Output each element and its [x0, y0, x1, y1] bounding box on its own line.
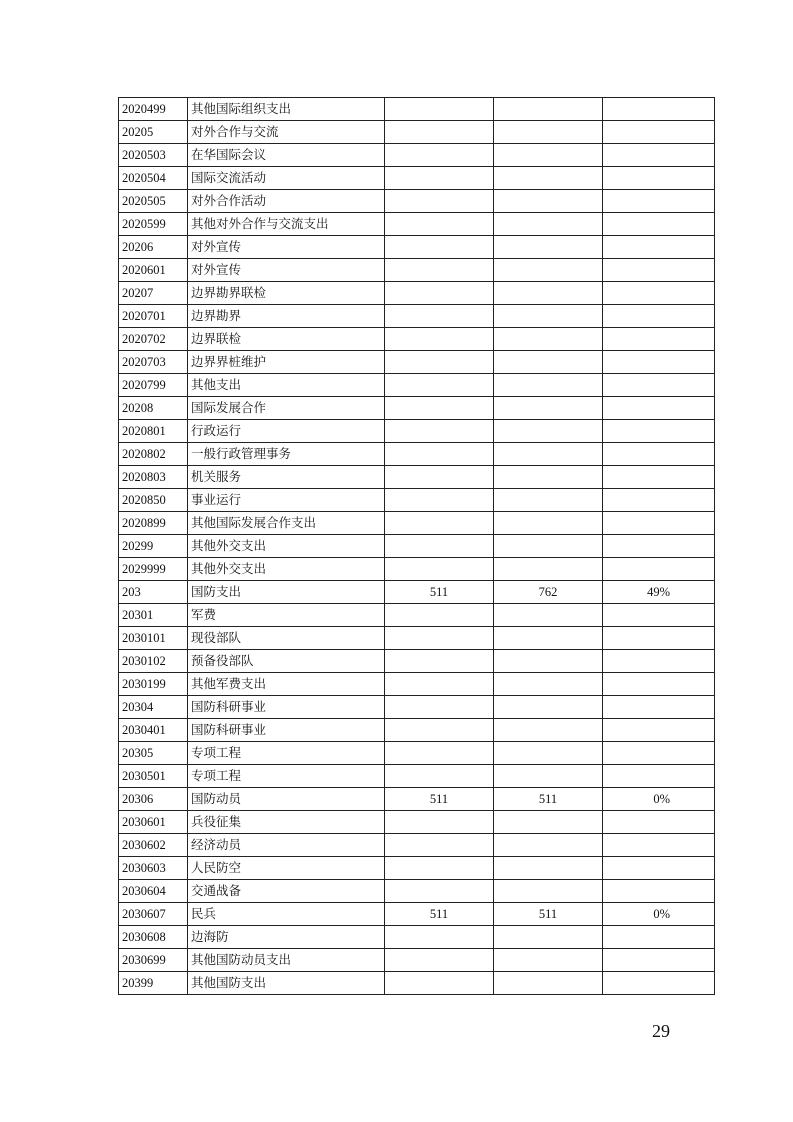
value-cell-1: [385, 305, 494, 328]
table-row: [119, 972, 715, 995]
code-cell: 20301: [119, 604, 188, 627]
name-cell: 对外宣传: [188, 259, 385, 282]
value-cell-1: [385, 765, 494, 788]
value-cell-2: 762: [494, 581, 603, 604]
value-cell-1: [385, 98, 494, 121]
code-cell: 20399: [119, 972, 188, 995]
code-cell: 2020601: [119, 259, 188, 282]
value-cell-3: [603, 880, 715, 903]
name-cell: 国际交流活动: [188, 167, 385, 190]
name-cell: 其他国际发展合作支出: [188, 512, 385, 535]
name-cell: 专项工程: [188, 742, 385, 765]
value-cell-3: [603, 121, 715, 144]
code-cell: 20208: [119, 397, 188, 420]
name-cell: 在华国际会议: [188, 144, 385, 167]
code-cell: 2030604: [119, 880, 188, 903]
value-cell-1: [385, 926, 494, 949]
value-cell-3: [603, 627, 715, 650]
name-cell: 现役部队: [188, 627, 385, 650]
name-cell: 国防动员: [188, 788, 385, 811]
value-cell-3: [603, 420, 715, 443]
budget-table: [118, 97, 715, 995]
value-cell-3: [603, 512, 715, 535]
table-row: [119, 788, 715, 811]
value-cell-3: [603, 236, 715, 259]
value-cell-2: [494, 604, 603, 627]
name-cell: 其他外交支出: [188, 535, 385, 558]
value-cell-1: [385, 972, 494, 995]
value-cell-2: [494, 512, 603, 535]
table-row: [119, 811, 715, 834]
table-row: [119, 880, 715, 903]
table-row: [119, 190, 715, 213]
value-cell-2: [494, 305, 603, 328]
value-cell-1: [385, 213, 494, 236]
value-cell-1: 511: [385, 788, 494, 811]
name-cell: 边界勘界联检: [188, 282, 385, 305]
table-row: [119, 512, 715, 535]
code-cell: 2030607: [119, 903, 188, 926]
value-cell-2: [494, 167, 603, 190]
table-row: [119, 374, 715, 397]
table-row: [119, 98, 715, 121]
value-cell-1: [385, 443, 494, 466]
value-cell-3: [603, 98, 715, 121]
value-cell-2: [494, 650, 603, 673]
name-cell: 国防科研事业: [188, 719, 385, 742]
value-cell-1: [385, 489, 494, 512]
value-cell-3: [603, 558, 715, 581]
value-cell-2: [494, 972, 603, 995]
code-cell: 2020802: [119, 443, 188, 466]
page-number: 29: [652, 1021, 670, 1041]
value-cell-3: [603, 328, 715, 351]
value-cell-1: [385, 627, 494, 650]
value-cell-1: [385, 144, 494, 167]
value-cell-2: [494, 144, 603, 167]
code-cell: 20304: [119, 696, 188, 719]
table-row: [119, 466, 715, 489]
code-cell: 2020703: [119, 351, 188, 374]
table-row: [119, 627, 715, 650]
value-cell-2: [494, 880, 603, 903]
code-cell: 203: [119, 581, 188, 604]
table-row: [119, 420, 715, 443]
value-cell-3: [603, 305, 715, 328]
value-cell-1: [385, 949, 494, 972]
value-cell-2: [494, 213, 603, 236]
code-cell: 20306: [119, 788, 188, 811]
name-cell: 其他军费支出: [188, 673, 385, 696]
code-cell: 2020499: [119, 98, 188, 121]
table-row: [119, 259, 715, 282]
code-cell: 2020702: [119, 328, 188, 351]
value-cell-2: [494, 259, 603, 282]
table-row: [119, 121, 715, 144]
value-cell-1: [385, 328, 494, 351]
table-row: [119, 742, 715, 765]
value-cell-2: [494, 558, 603, 581]
code-cell: 2030101: [119, 627, 188, 650]
table-row: [119, 765, 715, 788]
code-cell: 20207: [119, 282, 188, 305]
value-cell-3: [603, 926, 715, 949]
value-cell-3: [603, 696, 715, 719]
code-cell: 2020850: [119, 489, 188, 512]
table-row: [119, 351, 715, 374]
table-row: [119, 650, 715, 673]
name-cell: 经济动员: [188, 834, 385, 857]
code-cell: 2030501: [119, 765, 188, 788]
value-cell-1: [385, 880, 494, 903]
name-cell: 对外合作活动: [188, 190, 385, 213]
value-cell-1: [385, 535, 494, 558]
value-cell-2: [494, 719, 603, 742]
code-cell: 2030601: [119, 811, 188, 834]
name-cell: 交通战备: [188, 880, 385, 903]
value-cell-1: [385, 834, 494, 857]
value-cell-1: [385, 190, 494, 213]
value-cell-1: [385, 558, 494, 581]
name-cell: 对外宣传: [188, 236, 385, 259]
value-cell-2: [494, 811, 603, 834]
name-cell: 对外合作与交流: [188, 121, 385, 144]
value-cell-2: [494, 282, 603, 305]
value-cell-2: 511: [494, 903, 603, 926]
code-cell: 2030102: [119, 650, 188, 673]
table-row: [119, 604, 715, 627]
code-cell: 2020503: [119, 144, 188, 167]
value-cell-1: [385, 259, 494, 282]
value-cell-1: [385, 121, 494, 144]
code-cell: 2020504: [119, 167, 188, 190]
value-cell-2: [494, 742, 603, 765]
name-cell: 国防支出: [188, 581, 385, 604]
value-cell-2: [494, 857, 603, 880]
value-cell-3: [603, 374, 715, 397]
value-cell-1: [385, 742, 494, 765]
value-cell-2: [494, 535, 603, 558]
value-cell-1: [385, 236, 494, 259]
name-cell: 一般行政管理事务: [188, 443, 385, 466]
name-cell: 专项工程: [188, 765, 385, 788]
value-cell-1: [385, 512, 494, 535]
code-cell: 2020701: [119, 305, 188, 328]
value-cell-1: [385, 282, 494, 305]
value-cell-2: [494, 627, 603, 650]
value-cell-2: [494, 351, 603, 374]
value-cell-1: [385, 167, 494, 190]
value-cell-3: [603, 949, 715, 972]
name-cell: 边界界桩维护: [188, 351, 385, 374]
name-cell: 国际发展合作: [188, 397, 385, 420]
table-row: [119, 719, 715, 742]
value-cell-2: [494, 696, 603, 719]
value-cell-2: [494, 98, 603, 121]
name-cell: 其他支出: [188, 374, 385, 397]
name-cell: 机关服务: [188, 466, 385, 489]
value-cell-1: 511: [385, 903, 494, 926]
value-cell-3: [603, 719, 715, 742]
value-cell-3: [603, 443, 715, 466]
table-row: [119, 489, 715, 512]
code-cell: 20205: [119, 121, 188, 144]
value-cell-2: [494, 489, 603, 512]
value-cell-1: [385, 374, 494, 397]
value-cell-3: 0%: [603, 788, 715, 811]
name-cell: 军费: [188, 604, 385, 627]
name-cell: 人民防空: [188, 857, 385, 880]
value-cell-3: [603, 351, 715, 374]
value-cell-3: [603, 167, 715, 190]
value-cell-3: 0%: [603, 903, 715, 926]
value-cell-3: [603, 650, 715, 673]
table-row: [119, 834, 715, 857]
code-cell: 2020803: [119, 466, 188, 489]
value-cell-2: [494, 397, 603, 420]
table-row: [119, 144, 715, 167]
name-cell: 边界联检: [188, 328, 385, 351]
code-cell: 20206: [119, 236, 188, 259]
value-cell-1: [385, 466, 494, 489]
value-cell-3: [603, 190, 715, 213]
table-row: [119, 857, 715, 880]
name-cell: 其他国际组织支出: [188, 98, 385, 121]
value-cell-3: [603, 489, 715, 512]
value-cell-2: [494, 374, 603, 397]
name-cell: 民兵: [188, 903, 385, 926]
name-cell: 预备役部队: [188, 650, 385, 673]
code-cell: 2030603: [119, 857, 188, 880]
name-cell: 边界勘界: [188, 305, 385, 328]
value-cell-3: [603, 834, 715, 857]
value-cell-3: [603, 765, 715, 788]
value-cell-1: [385, 604, 494, 627]
code-cell: 20299: [119, 535, 188, 558]
value-cell-1: [385, 420, 494, 443]
table-row: [119, 236, 715, 259]
value-cell-3: [603, 259, 715, 282]
code-cell: 2030401: [119, 719, 188, 742]
value-cell-1: 511: [385, 581, 494, 604]
code-cell: 2020505: [119, 190, 188, 213]
value-cell-2: [494, 443, 603, 466]
value-cell-3: 49%: [603, 581, 715, 604]
value-cell-2: 511: [494, 788, 603, 811]
table-row: [119, 328, 715, 351]
table-row: [119, 949, 715, 972]
table-row: [119, 673, 715, 696]
value-cell-1: [385, 696, 494, 719]
value-cell-1: [385, 673, 494, 696]
value-cell-3: [603, 466, 715, 489]
value-cell-1: [385, 811, 494, 834]
value-cell-3: [603, 811, 715, 834]
name-cell: 兵役征集: [188, 811, 385, 834]
table-body: [119, 98, 715, 995]
value-cell-3: [603, 213, 715, 236]
value-cell-3: [603, 604, 715, 627]
code-cell: 2030699: [119, 949, 188, 972]
value-cell-3: [603, 397, 715, 420]
name-cell: 其他对外合作与交流支出: [188, 213, 385, 236]
value-cell-3: [603, 742, 715, 765]
value-cell-2: [494, 328, 603, 351]
table-row: [119, 558, 715, 581]
name-cell: 国防科研事业: [188, 696, 385, 719]
code-cell: 2030602: [119, 834, 188, 857]
value-cell-2: [494, 673, 603, 696]
table-row: [119, 167, 715, 190]
value-cell-3: [603, 857, 715, 880]
value-cell-1: [385, 397, 494, 420]
table-row: [119, 581, 715, 604]
value-cell-2: [494, 420, 603, 443]
code-cell: 2030199: [119, 673, 188, 696]
code-cell: 2020799: [119, 374, 188, 397]
value-cell-1: [385, 719, 494, 742]
value-cell-3: [603, 144, 715, 167]
value-cell-2: [494, 926, 603, 949]
name-cell: 其他外交支出: [188, 558, 385, 581]
value-cell-1: [385, 857, 494, 880]
name-cell: 边海防: [188, 926, 385, 949]
code-cell: 20305: [119, 742, 188, 765]
value-cell-2: [494, 765, 603, 788]
name-cell: 事业运行: [188, 489, 385, 512]
table-row: [119, 926, 715, 949]
value-cell-1: [385, 351, 494, 374]
table-row: [119, 443, 715, 466]
value-cell-2: [494, 121, 603, 144]
code-cell: 2020899: [119, 512, 188, 535]
table-row: [119, 282, 715, 305]
name-cell: 行政运行: [188, 420, 385, 443]
table-row: [119, 535, 715, 558]
value-cell-3: [603, 673, 715, 696]
value-cell-3: [603, 282, 715, 305]
name-cell: 其他国防动员支出: [188, 949, 385, 972]
value-cell-2: [494, 190, 603, 213]
table-row: [119, 903, 715, 926]
value-cell-3: [603, 972, 715, 995]
code-cell: 2029999: [119, 558, 188, 581]
table-row: [119, 696, 715, 719]
name-cell: 其他国防支出: [188, 972, 385, 995]
value-cell-3: [603, 535, 715, 558]
value-cell-2: [494, 236, 603, 259]
code-cell: 2020801: [119, 420, 188, 443]
code-cell: 2020599: [119, 213, 188, 236]
value-cell-2: [494, 466, 603, 489]
value-cell-2: [494, 949, 603, 972]
value-cell-1: [385, 650, 494, 673]
value-cell-2: [494, 834, 603, 857]
code-cell: 2030608: [119, 926, 188, 949]
table-row: [119, 213, 715, 236]
table-row: [119, 305, 715, 328]
table-row: [119, 397, 715, 420]
